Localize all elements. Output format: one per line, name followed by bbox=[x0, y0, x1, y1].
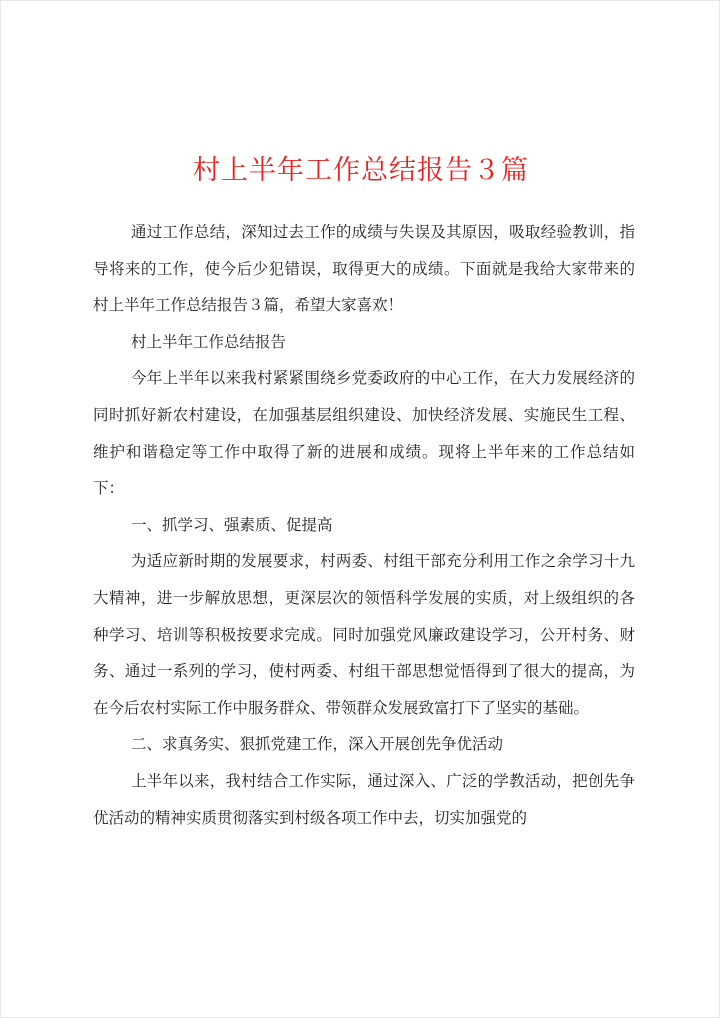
document-body bbox=[93, 214, 635, 836]
section-1-paragraph: 为适应新时期的发展要求，村两委、村组干部充分利用工作之余学习十九大精神，进一步解放思想，更深层次的领悟科学发展的实质，对上级组织的各种学习、培训等积极按要求完成。同时加强党风廉政建设学习，公开村务、财务、通过一系列的学习，使村两委、村组干部思想觉悟得到了很大的提高，为在今后农村实际工作中服务群众、带领群众发展致富打下了坚实的基础。 bbox=[93, 552, 635, 717]
section-heading-2: 二、求真务实、狠抓党建工作，深入开展创先争优活动 bbox=[130, 735, 503, 754]
report-heading: 村上半年工作总结报告 bbox=[130, 332, 286, 351]
intro-paragraph: 通过工作总结，深知过去工作的成绩与失误及其原因，吸取经验教训，指导将来的工作，使今后少犯错误，取得更大的成绩。下面就是我给大家带来的村上半年工作总结报告３篇，希望大家喜欢！ bbox=[93, 223, 635, 315]
overview-paragraph: 今年上半年以来我村紧紧围绕乡党委政府的中心工作，在大力发展经济的同时抓好新农村建设，在加强基层组织建设、加快经济发展、实施民生工程、维护和谐稳定等工作中取得了新的进展和成绩。现将上半年来的工作总结如下： bbox=[93, 369, 635, 498]
section-2-paragraph: 上半年以来，我村结合工作实际，通过深入、广泛的学教活动，把创先争优活动的精神实质贯彻落实到村级各项工作中去，切实加强党的 bbox=[93, 771, 635, 827]
section-heading-1: 一、抓学习、强素质、促提高 bbox=[130, 515, 333, 534]
document-title: 村上半年工作总结报告３篇 bbox=[193, 155, 529, 186]
